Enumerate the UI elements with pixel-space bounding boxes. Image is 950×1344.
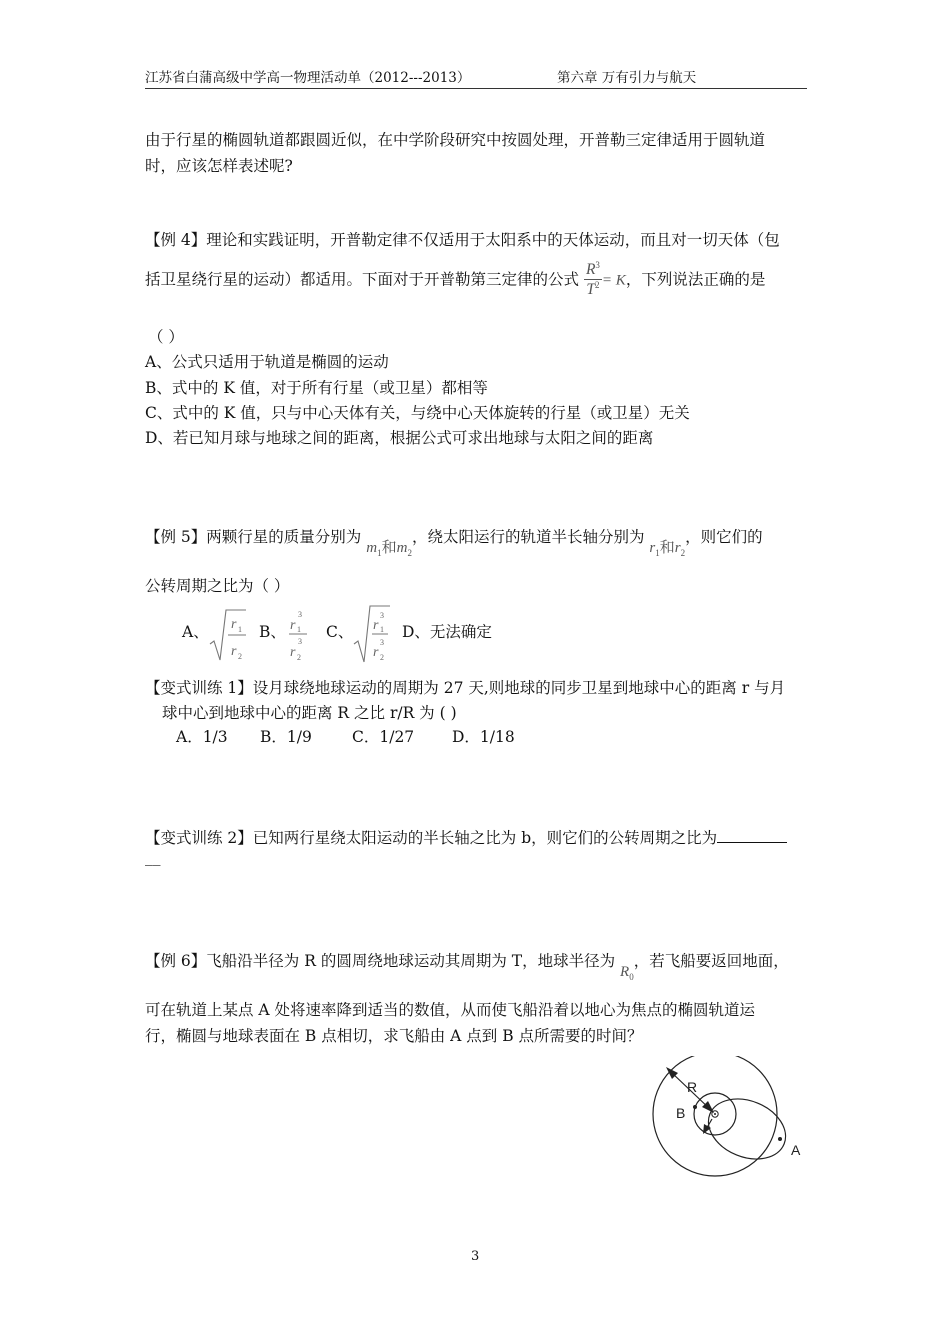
var1-line-2: 球中心到地球中心的距离 R 之比 r/R 为 ( ) — [162, 704, 457, 722]
ex5-text-1a: 两颗行星的质量分别为 — [206, 528, 362, 546]
var1-option-c: C．1/27 — [352, 728, 415, 746]
ex5-option-c-label: C、 — [326, 623, 354, 641]
radii-expression: $r_1$和$r_2$ — [649, 540, 686, 558]
svg-text:1: 1 — [238, 625, 242, 634]
svg-text:1: 1 — [380, 625, 384, 634]
answer-blank — [717, 828, 787, 843]
svg-text:r: r — [290, 618, 296, 633]
ex5-option-b-label: B、 — [259, 623, 286, 641]
ex5-text-1c: ，则它们的 — [685, 528, 763, 546]
var2-line-2: __ — [145, 848, 161, 866]
ex4-line-1 — [145, 228, 780, 250]
header-rule — [145, 88, 807, 89]
point-a-dot — [778, 1137, 782, 1141]
ex4-text-2b: ，下列说法正确的是 — [625, 270, 766, 289]
svg-text:3: 3 — [298, 637, 302, 646]
svg-text:2: 2 — [297, 653, 301, 662]
page-number: 3 — [471, 1249, 480, 1264]
svg-text:1: 1 — [297, 625, 301, 634]
ex5-line-1 — [145, 525, 763, 558]
ex5-option-d: D、无法确定 — [402, 623, 492, 641]
ex4-answer-paren: （ ） — [148, 328, 184, 346]
ex4-text-1: 理论和实践证明，开普勒定律不仅适用于太阳系中的天体运动，而且对一切天体（包 — [206, 231, 780, 249]
var1-line-1 — [145, 676, 785, 698]
var1-text-1: 设月球绕地球运动的周期为 27 天,则地球的同步卫星到地球中心的距离 r 与月 — [252, 679, 786, 697]
svg-text:r: r — [290, 645, 296, 660]
formula-numerator: $R^3$ — [585, 260, 600, 279]
svg-text:r: r — [373, 618, 379, 633]
label-r: R — [687, 1079, 698, 1095]
var2-tag: 【变式训练 2】 — [145, 829, 253, 847]
var2-line-1 — [145, 826, 787, 848]
var1-tag: 【变式训练 1】 — [145, 679, 253, 697]
ex5-line-2: 公转周期之比为（ ） — [145, 577, 290, 595]
var1-option-d: D．1/18 — [452, 728, 515, 746]
ex4-option-b: B、式中的 K 值，对于所有行星（或卫星）都相等 — [145, 379, 488, 397]
ex6-text-1a: 飞船沿半径为 R 的圆周绕地球运动其周期为 T，地球半径为 — [206, 952, 616, 970]
svg-text:2: 2 — [238, 652, 242, 661]
ex6-line-1 — [145, 949, 789, 982]
formula-denominator: $T^2$ — [586, 280, 600, 299]
intro-line-2: 时，应该怎样表述呢? — [145, 157, 293, 175]
svg-text:r: r — [373, 645, 379, 660]
ex4-tag: 【例 4】 — [145, 231, 207, 249]
ex4-option-d: D、若已知月球与地球之间的距离，根据公式可求出地球与太阳之间的距离 — [145, 429, 654, 447]
ex5-option-c-sqrt — [352, 602, 392, 664]
ex4-option-c: C、式中的 K 值，只与中心天体有关，与绕中心天体旋转的行星（或卫星）无关 — [145, 404, 690, 422]
earth-radius-symbol: $R_0$ — [620, 964, 634, 982]
ex6-tag: 【例 6】 — [145, 952, 207, 970]
masses-expression: $m_1$和$m_2$ — [366, 540, 412, 558]
ex4-line-2 — [145, 262, 765, 299]
var1-option-b: B．1/9 — [260, 728, 312, 746]
svg-text:3: 3 — [380, 611, 384, 620]
sqrt-a-den: r — [231, 644, 237, 659]
var1-option-a: A．1/3 — [176, 728, 228, 746]
ex5-option-a-sqrt — [208, 606, 248, 662]
svg-text:3: 3 — [380, 638, 384, 647]
intro-line-1: 由于行星的椭圆轨道都跟圆近似，在中学阶段研究中按圆处理，开普勒三定律适用于圆轨道 — [145, 131, 766, 149]
svg-text:3: 3 — [298, 610, 302, 619]
header-right: 第六章 万有引力与航天 — [557, 70, 697, 86]
ex6-line-3: 行，椭圆与地球表面在 B 点相切，求飞船由 A 点到 B 点所需要的时间？ — [145, 1027, 643, 1045]
ex4-text-2a: 括卫星绕行星的运动）都适用。下面对于开普勒第三定律的公式 — [145, 270, 580, 289]
var2-text-1: 已知两行星绕太阳运动的半长轴之比为 b，则它们的公转周期之比为 — [252, 829, 718, 847]
sqrt-a-num: r — [231, 617, 237, 632]
ex6-line-2: 可在轨道上某点 A 处将速率降到适当的数值，从而使飞船沿着以地心为焦点的椭圆轨道运 — [145, 1001, 756, 1019]
kepler-formula — [584, 260, 602, 299]
point-b-dot — [693, 1105, 697, 1109]
label-a: A — [791, 1142, 801, 1158]
header-left: 江苏省白蒲高级中学高一物理活动单（2012---2013） — [145, 70, 471, 86]
orbit-diagram — [648, 1056, 818, 1196]
formula-rhs: = K — [601, 272, 626, 289]
label-b: B — [676, 1105, 686, 1121]
ex5-option-b-fraction — [286, 604, 310, 664]
ex5-option-a-label: A、 — [182, 623, 209, 641]
ex5-text-1b: ，绕太阳运行的轨道半长轴分别为 — [411, 528, 645, 546]
ex5-tag: 【例 5】 — [145, 528, 207, 546]
ex6-text-1b: ，若飞船要返回地面， — [633, 952, 789, 970]
svg-text:2: 2 — [380, 653, 384, 662]
elliptical-orbit — [699, 1088, 794, 1170]
ex4-option-a: A、公式只适用于轨道是椭圆的运动 — [145, 353, 389, 371]
